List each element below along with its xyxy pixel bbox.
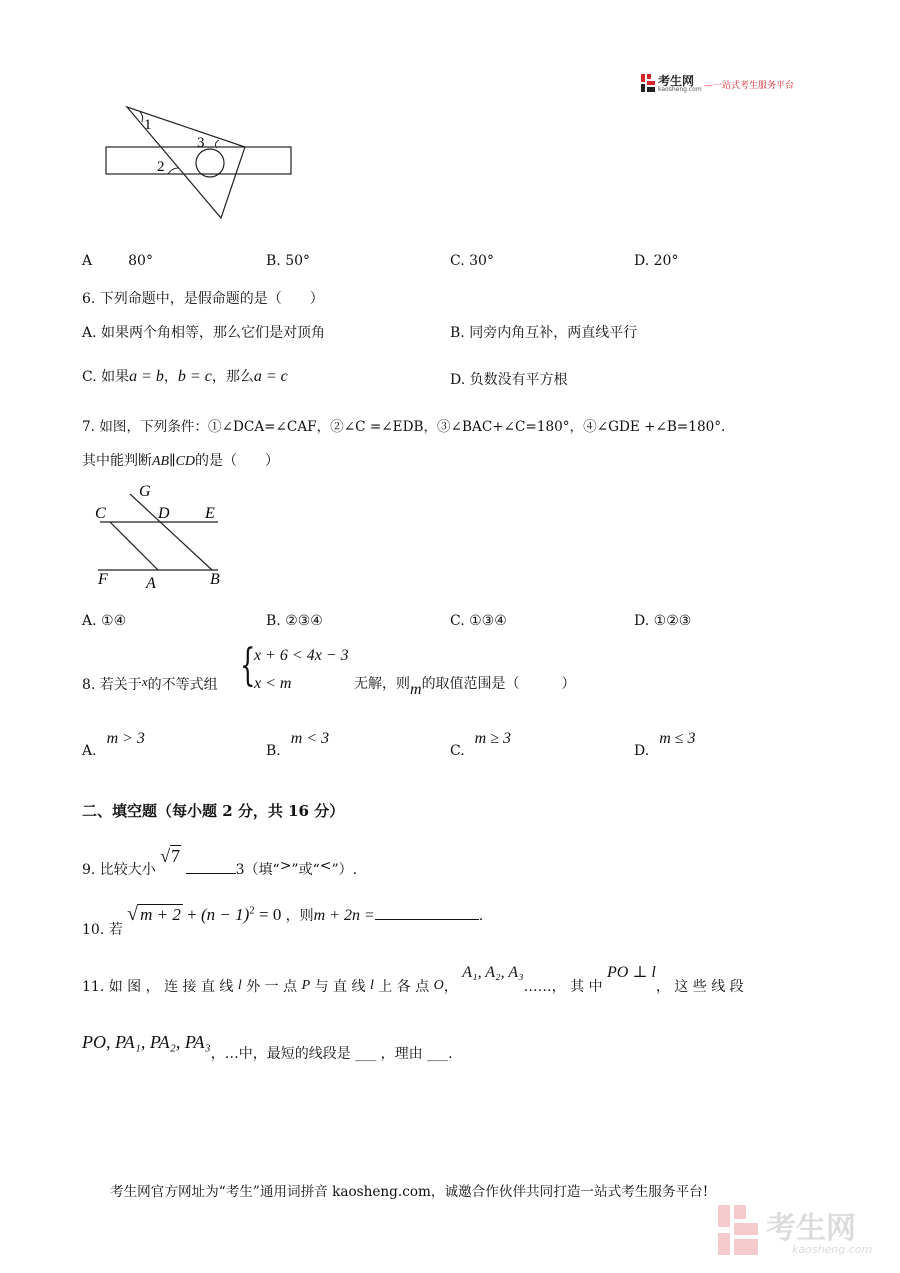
watermark-text: 考生网	[766, 1211, 856, 1246]
q7-option-d: D. ①②③	[634, 613, 692, 629]
logo-text: 考生网	[658, 74, 695, 88]
q8-option-d: D.m ≤ 3	[634, 730, 696, 759]
angle-1-arc	[140, 112, 143, 122]
label-b: B	[210, 571, 220, 588]
q6-stem: 6. 下列命题中，是假命题的是（ ）	[82, 291, 324, 307]
q7-option-c: C. ①③④	[450, 613, 507, 629]
q11-line1: 11. 如 图 ， 连 接 直 线 l 外 一 点 P 与 直 线 l 上 各 点 O， A₁, A₂, A₃……， 其 中 PO ⊥ l， 这 些 线 段	[82, 964, 744, 995]
q8-option-a: A.m > 3	[82, 730, 145, 759]
sqrt-sign-icon: √	[127, 903, 139, 925]
line-ca	[110, 522, 158, 570]
q5-option-c: C. 30°	[450, 253, 494, 269]
q7-figure	[90, 478, 235, 593]
q5-option-d: D. 20°	[634, 253, 679, 269]
label-d: D	[158, 505, 170, 522]
watermark-logo-icon	[716, 1205, 760, 1255]
kaosheng-logo-icon	[640, 74, 656, 92]
section-2-title: 二、填空题（每小题 2 分，共 16 分）	[82, 802, 345, 820]
line-gb	[130, 494, 212, 570]
sqrt-sign-icon: √	[160, 846, 171, 866]
q11-line2: PO, PA₁, PA₂, PA₃，…中，最短的线段是 ___ ，理由 ___.	[82, 1032, 453, 1062]
q8-option-c: C.m ≥ 3	[450, 730, 512, 759]
q8-inequality-1: x + 6 < 4x − 3	[254, 647, 349, 664]
q10-blank	[375, 905, 479, 920]
watermark-subtext: kaosheng.com	[792, 1243, 873, 1256]
angle-2-arc	[168, 168, 178, 174]
q5-option-a: A 80°	[82, 253, 153, 269]
q9-blank	[186, 859, 236, 874]
q8-inequality-2: x < m	[254, 675, 292, 692]
q10-line: 10. 若 √ $m + 2 + (n - 1)^2 = 0$ ，则m + 2n = .	[82, 903, 484, 938]
q6-option-d: D. 负数没有平方根	[450, 372, 568, 388]
header-tagline: —一站式考生服务平台	[704, 81, 795, 91]
angle-1-label: 1	[144, 117, 152, 133]
q8-stem-prefix: 8. 若关于x的不等式组	[82, 674, 218, 693]
q7-option-a: A. ①④	[82, 613, 127, 629]
q6-option-c: C. 如果a = b，b = c，那么a = c	[82, 368, 288, 385]
q9-line: 9. 比较大小 √7 3（填“>”或“<”）.	[82, 846, 358, 878]
footer-watermark	[716, 1203, 886, 1259]
angle-2-label: 2	[157, 159, 165, 175]
q5-option-b: B. 50°	[266, 253, 311, 269]
sqrt-7: √7	[160, 846, 181, 866]
logo-subtext: kaosheng.com	[658, 86, 702, 93]
q5-figure	[100, 100, 300, 224]
q10-expression: √ $m + 2 + (n - 1)^2 = 0$	[127, 903, 282, 925]
label-a: A	[146, 575, 156, 592]
label-e: E	[205, 505, 215, 522]
q8-stem-suffix: 无解，则m的取值范围是（ ）	[354, 676, 576, 698]
q7-option-b: B. ②③④	[266, 613, 323, 629]
angle-3-label: 3	[197, 135, 205, 151]
label-c: C	[95, 505, 106, 522]
q7-stem-line1: 7. 如图，下列条件：①∠DCA=∠CAF，②∠C =∠EDB，③∠BAC+∠C=180°，④∠GDE +∠B=180°.	[82, 419, 726, 435]
label-g: G	[139, 483, 151, 500]
q6-option-b: B. 同旁内角互补，两直线平行	[450, 325, 638, 341]
q8-option-b: B.m < 3	[266, 730, 330, 759]
q7-stem-line2: 其中能判断AB∥CD的是（ ）	[82, 453, 280, 469]
footer-text: 考生网官方网址为“考生”通用词拼音 kaosheng.com，诚邀合作伙伴共同打造一站式考生服务平台!	[110, 1184, 709, 1200]
label-f: F	[98, 571, 108, 588]
q8-brace: {	[240, 640, 256, 691]
q6-option-a: A. 如果两个角相等，那么它们是对顶角	[82, 325, 326, 341]
circle-shape	[196, 149, 224, 177]
